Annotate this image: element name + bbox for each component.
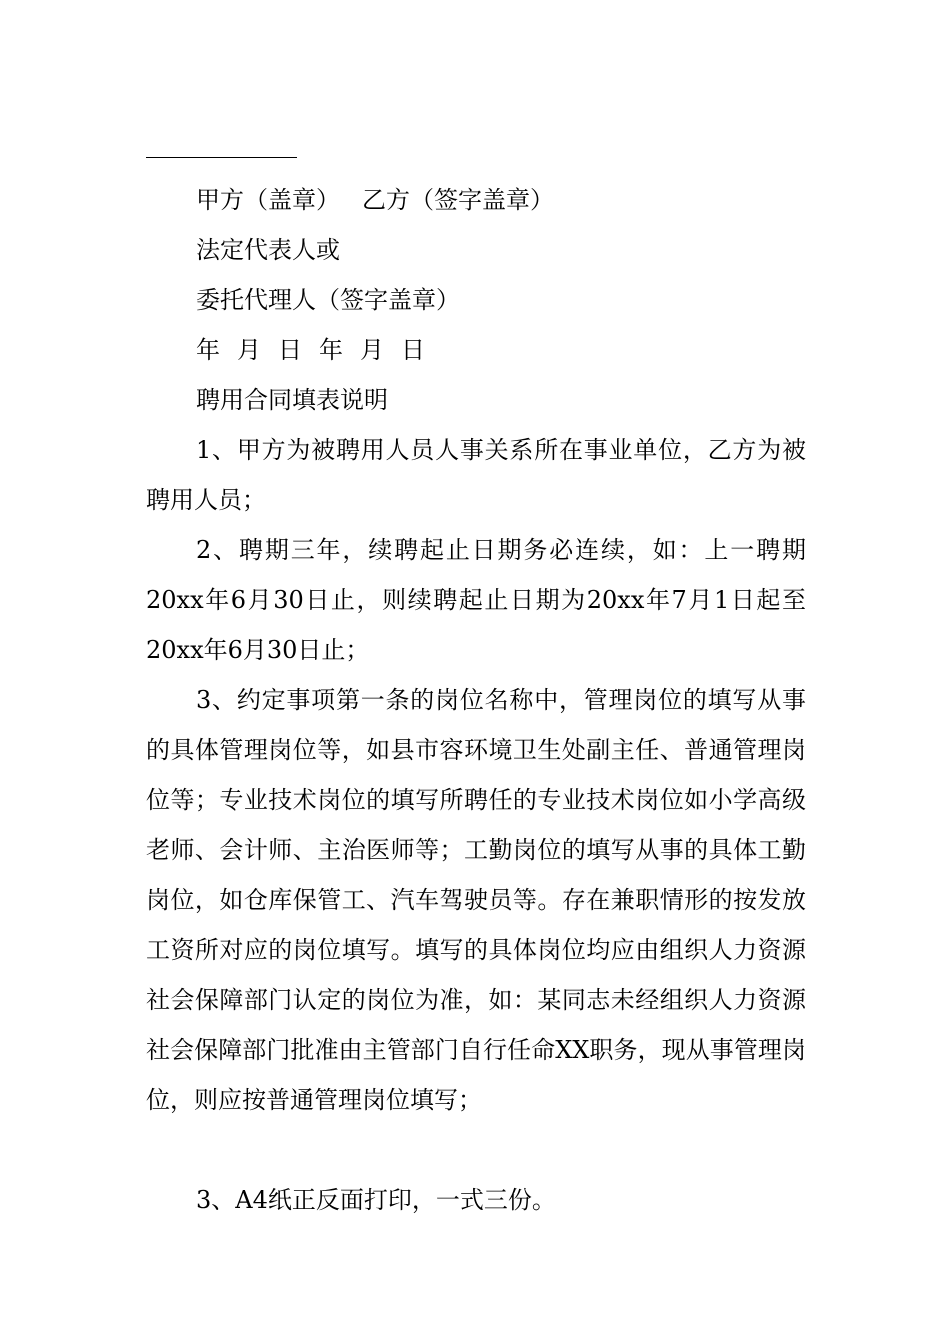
instruction-item-3: 3、约定事项第一条的岗位名称中，管理岗位的填写从事的具体管理岗位等，如县市容环境卫生处副主任、普通管理岗位等；专业技术岗位的填写所聘任的专业技术岗位如小学高级老师、会计师、主治医师等；工勤岗位的填写从事的具体工勤岗位，如仓库保管工、汽车驾驶员等。存在兼职情形的按发放工资所对应的岗位填写。填写的具体岗位均应由组织人力资源社会保障部门认定的岗位为准，如：某同志未经组织人力资源社会保障部门批准由主管部门自行任命XX职务，现从事管理岗位，则应按普通管理岗位填写； [146, 686, 806, 1114]
instruction-item-4: 3、A4纸正反面打印，一式三份。 [196, 1186, 556, 1214]
instruction-item-2: 2、聘期三年，续聘起止日期务必连续，如：上一聘期20xx年6月30日止，则续聘起止日期为20xx年7月1日起至20xx年6月30日止； [146, 536, 806, 664]
party-a-label: 甲方（盖章） [196, 186, 340, 214]
date-day-a: 日 [278, 336, 302, 364]
signature-parties-row [146, 175, 806, 225]
date-year-a: 年 [196, 336, 220, 364]
authorized-agent-label: 委托代理人（签字盖章） [196, 286, 460, 314]
date-day-b: 日 [401, 336, 425, 364]
date-month-b: 月 [360, 336, 384, 364]
instructions-title: 聘用合同填表说明 [196, 386, 388, 414]
date-fields-row [146, 325, 806, 375]
document-body [146, 175, 806, 1225]
date-month-a: 月 [237, 336, 261, 364]
party-b-label: 乙方（签字盖章） [362, 186, 554, 214]
legal-representative-label: 法定代表人或 [196, 236, 340, 264]
instruction-item-1: 1、甲方为被聘用人员人事关系所在事业单位，乙方为被聘用人员； [146, 436, 806, 514]
date-year-b: 年 [319, 336, 343, 364]
signature-underline [146, 157, 297, 158]
